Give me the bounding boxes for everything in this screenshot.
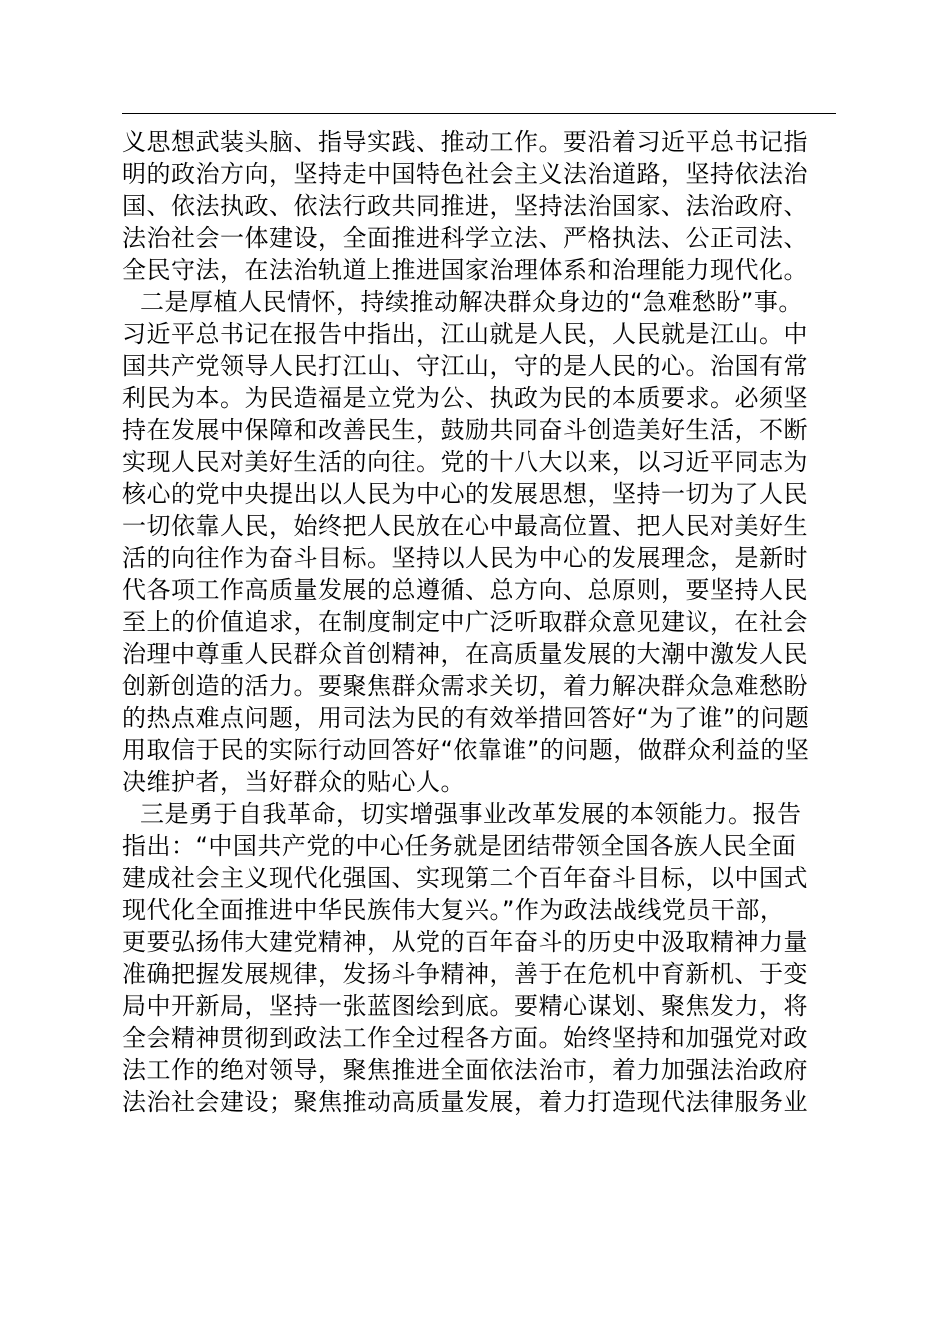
- text-line: 现代化全面推进中华民族伟大复兴。”作为政法战线党员干部，: [122, 896, 785, 924]
- text-line: 准确把握发展规律，发扬斗争精神，善于在危机中育新机、于变: [122, 960, 808, 988]
- text-line: 国、依法执政、依法行政共同推进，坚持法治国家、法治政府、: [122, 192, 808, 220]
- text-line: 指出：“中国共产党的中心任务就是团结带领全国各族人民全面: [122, 832, 797, 860]
- paragraph-three-heading: 三是勇于自我革命，切实增强事业改革发展的本领能力。报告: [140, 800, 802, 828]
- text-line: 的热点难点问题，用司法为民的有效举措回答好“为了谁”的问题: [122, 704, 810, 732]
- text-line: 用取信于民的实际行动回答好“依靠谁”的问题，做群众利益的坚: [122, 736, 810, 764]
- header-rule: [122, 113, 836, 114]
- text-line: 利民为本。为民造福是立党为公、执政为民的本质要求。必须坚: [122, 384, 808, 412]
- text-line: 代各项工作高质量发展的总遵循、总方向、总原则，要坚持人民: [122, 576, 808, 604]
- text-line: 更要弘扬伟大建党精神，从党的百年奋斗的历史中汲取精神力量: [122, 928, 808, 956]
- text-line: 决维护者，当好群众的贴心人。: [122, 768, 465, 796]
- text-line: 明的政治方向，坚持走中国特色社会主义法治道路，坚持依法治: [122, 160, 808, 188]
- text-line: 核心的党中央提出以人民为中心的发展思想，坚持一切为了人民: [122, 480, 808, 508]
- text-line: 治理中尊重人民群众首创精神，在高质量发展的大潮中激发人民: [122, 640, 808, 668]
- text-line: 习近平总书记在报告中指出，江山就是人民，人民就是江山。中: [122, 320, 808, 348]
- text-line: 局中开新局，坚持一张蓝图绘到底。要精心谋划、聚焦发力，将: [122, 992, 808, 1020]
- text-line: 全民守法，在法治轨道上推进国家治理体系和治理能力现代化。: [122, 256, 808, 284]
- text-line: 一切依靠人民，始终把人民放在心中最高位置、把人民对美好生: [122, 512, 808, 540]
- text-line: 实现人民对美好生活的向往。党的十八大以来，以习近平同志为: [122, 448, 808, 476]
- text-line: 全会精神贯彻到政法工作全过程各方面。始终坚持和加强党对政: [122, 1024, 808, 1052]
- document-body: [122, 126, 836, 1118]
- text-line: 义思想武装头脑、指导实践、推动工作。要沿着习近平总书记指: [122, 128, 808, 156]
- text-line: 法工作的绝对领导，聚焦推进全面依法治市，着力加强法治政府: [122, 1056, 808, 1084]
- text-line: 活的向往作为奋斗目标。坚持以人民为中心的发展理念，是新时: [122, 544, 808, 572]
- paragraph-two-heading: 二是厚植人民情怀，持续推动解决群众身边的“急难愁盼”事。: [140, 288, 803, 316]
- text-line: 法治社会建设；聚焦推动高质量发展，着力打造现代法律服务业: [122, 1088, 808, 1116]
- text-line: 创新创造的活力。要聚焦群众需求关切，着力解决群众急难愁盼: [122, 672, 808, 700]
- text-line: 国共产党领导人民打江山、守江山，守的是人民的心。治国有常: [122, 352, 808, 380]
- text-line: 法治社会一体建设，全面推进科学立法、严格执法、公正司法、: [122, 224, 808, 252]
- text-line: 持在发展中保障和改善民生，鼓励共同奋斗创造美好生活，不断: [122, 416, 808, 444]
- text-line: 建成社会主义现代化强国、实现第二个百年奋斗目标，以中国式: [122, 864, 808, 892]
- text-line: 至上的价值追求，在制度制定中广泛听取群众意见建议，在社会: [122, 608, 808, 636]
